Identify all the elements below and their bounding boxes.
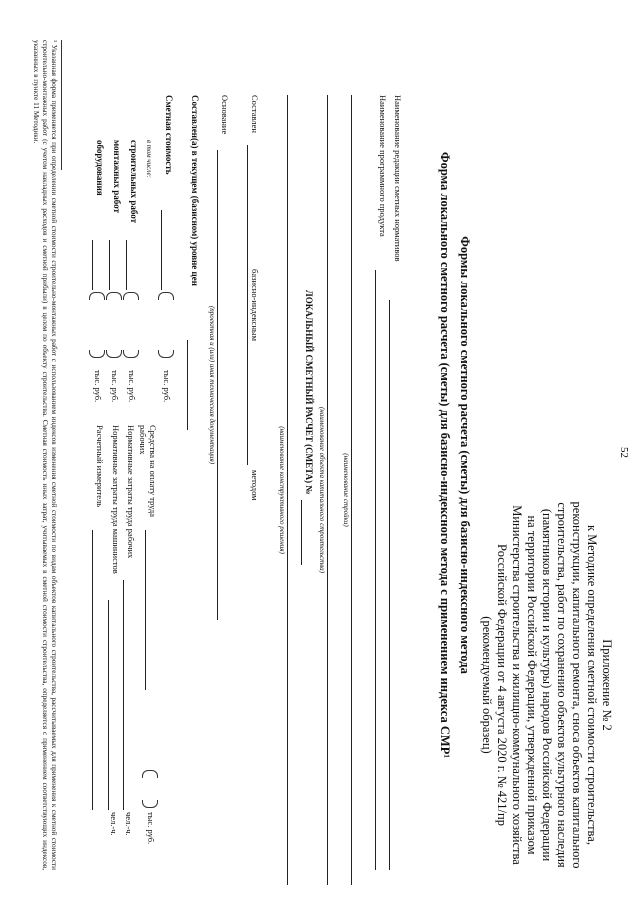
cost-label: Сметная стоимость <box>164 95 174 175</box>
main-title: Формы локального сметного расчета (сметы) для базисно-индексного метода <box>458 236 472 674</box>
method-value: базисно-индексным <box>250 269 260 341</box>
labor-wages-line[interactable] <box>145 530 146 690</box>
bracket-right <box>142 800 158 808</box>
cost-item-construction: строительных работ <box>129 140 139 224</box>
bracket-right <box>89 350 105 358</box>
object-line[interactable] <box>327 95 328 885</box>
cost-unit: тыс. руб. <box>162 370 172 403</box>
bracket-right <box>123 350 139 358</box>
appendix-line: Приложение № 2 <box>600 639 614 731</box>
labor-workers-unit: чел.-ч. <box>124 812 134 836</box>
cost-item-equipment: оборудования <box>95 140 105 196</box>
labor-workers-label: Нормативные затраты труда рабочих <box>126 425 136 559</box>
basis-line[interactable] <box>217 150 218 620</box>
cost-line[interactable] <box>161 210 162 290</box>
appendix-line: Министерства строительства и жилищно-коммунального хозяйства <box>510 505 524 865</box>
bracket-left <box>123 292 139 300</box>
appendix-line: реконструкции, капитального ремонта, сноса объектов капитального <box>570 501 584 869</box>
element-caption: (наименование конструктивного решения) <box>278 426 286 554</box>
cost-unit: тыс. руб. <box>110 370 120 403</box>
cost-unit: тыс. руб. <box>93 370 103 403</box>
element-line[interactable] <box>287 95 288 885</box>
method-suffix: методом <box>250 470 260 501</box>
appendix-line: строительства, работ по сохранению объектов культурного наследия <box>555 502 569 868</box>
bracket-right <box>106 350 122 358</box>
compiled-line[interactable] <box>247 145 248 465</box>
including-label: в том числе: <box>145 140 153 178</box>
estimate-title: ЛОКАЛЬНЫЙ СМЕТНЫЙ РАСЧЕТ (СМЕТА) № <box>304 290 314 495</box>
norm-edition-line[interactable] <box>389 300 390 870</box>
cost-bracket-left <box>158 292 174 300</box>
basis-caption: (проектная и (или) иная техническая документация) <box>208 305 216 465</box>
object-caption: (наименование объекта капитального строительства) <box>318 406 326 574</box>
labor-machinists-unit: чел.-ч. <box>109 812 119 836</box>
cost-bracket-right <box>158 350 174 358</box>
labor-workers-line[interactable] <box>123 580 124 810</box>
price-level-line[interactable] <box>187 340 188 430</box>
construction-line[interactable] <box>351 95 352 885</box>
appendix-line: (рекомендуемый образец) <box>480 616 494 754</box>
labor-machinists-line[interactable] <box>108 600 109 810</box>
cost-item-line[interactable] <box>126 240 127 290</box>
calc-meter-line[interactable] <box>92 530 93 810</box>
appendix-line: Российской Федерации от 4 августа 2020 г. № 421/пр <box>495 544 509 826</box>
construction-caption: (наименование стройки) <box>342 453 350 527</box>
norm-edition-label: Наименование редакции сметных нормативов <box>393 95 403 262</box>
footnote: ¹ Указанная форма применяется при определении сметной стоимости строительно-монтажных работ с использованием индексов изменения сметной стоимости по видам объектов капитального строительства, рассчитываемых для применения к сметной стоимости строительно-монтажных работ (с учетом накладных расходов и сметной прибыли) в целом по объекту строительства. Сметная стоимость иных затрат, учитываемых в сметной стоимости строительства, определяется с применением соответствующих индексов, указанных в пункте 11 Методики. <box>32 40 58 870</box>
appendix-line: к Методике определения сметной стоимости строительства, <box>585 525 599 845</box>
sub-title: Форма локального сметного расчета (сметы) для базисно-индексного метода с применением индекса СМР¹ <box>438 151 452 759</box>
estimate-number-line[interactable] <box>301 500 302 565</box>
price-level-label: Составлен(а) в текущем (базисном) уровне цен <box>190 95 200 286</box>
bracket-left <box>106 292 122 300</box>
cost-item-installation: монтажных работ <box>112 140 122 213</box>
software-label: Наименование программного продукта <box>378 95 388 237</box>
compiled-label: Составлен <box>250 95 260 133</box>
software-line[interactable] <box>375 270 376 870</box>
footnote-separator <box>61 40 62 170</box>
appendix-line: (памятников истории и культуры) народов Российской Федерации <box>540 508 554 862</box>
labor-machinists-label: Нормативные затраты труда машинистов <box>111 425 121 574</box>
cost-item-line[interactable] <box>109 240 110 290</box>
page-number: 52 <box>618 447 630 458</box>
calc-meter-label: Расчетный измеритель <box>95 425 105 508</box>
appendix-line: на территории Российской Федерации, утвержденной приказом <box>525 515 539 855</box>
appendix-block <box>479 470 614 900</box>
labor-wages-unit: тыс. руб. <box>146 812 156 845</box>
cost-item-line[interactable] <box>92 240 93 290</box>
cost-unit: тыс. руб. <box>127 370 137 403</box>
bracket-left <box>89 292 105 300</box>
bracket-left <box>142 770 158 778</box>
labor-wages-label: Средства на оплату труда рабочих <box>138 425 158 517</box>
basis-label: Основание <box>220 95 230 135</box>
